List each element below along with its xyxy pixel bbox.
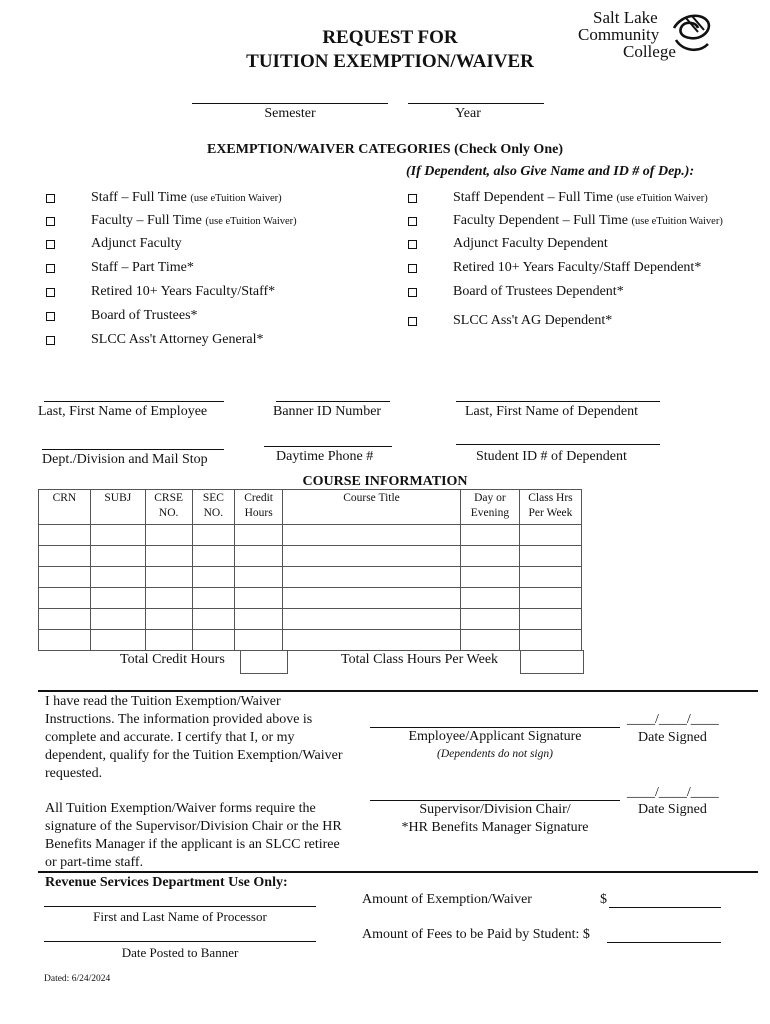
course-cell[interactable]	[460, 630, 519, 651]
total-credit-box[interactable]	[240, 650, 288, 674]
course-cell[interactable]	[192, 588, 235, 609]
employee-signature-line[interactable]	[370, 727, 620, 728]
category-text: Faculty Dependent – Full Time	[453, 213, 632, 228]
total-class-label: Total Class Hours Per Week	[341, 652, 499, 667]
categories-heading: EXEMPTION/WAIVER CATEGORIES (Check Only One)	[206, 142, 563, 157]
logo-text-line-2: Community	[578, 25, 660, 44]
category-text: Retired 10+ Years Faculty/Staff Dependent*	[453, 260, 702, 275]
amount-line[interactable]	[609, 907, 721, 908]
course-cell[interactable]	[235, 609, 283, 630]
column-header-line-1: CRN	[52, 492, 77, 504]
course-cell[interactable]	[460, 609, 519, 630]
section-divider-bottom	[38, 871, 758, 873]
total-credit-label: Total Credit Hours	[120, 652, 225, 667]
categories-subheading: (If Dependent, also Give Name and ID # of Dep.):	[406, 164, 695, 179]
category-checkbox-right-2[interactable]	[408, 240, 417, 249]
dependent-name-label: Last, First Name of Dependent	[465, 404, 639, 419]
course-row	[39, 567, 582, 588]
course-cell[interactable]	[39, 525, 91, 546]
column-header-line-1: Class Hrs	[528, 492, 573, 504]
category-text: Staff Dependent – Full Time	[453, 190, 617, 205]
course-cell[interactable]	[145, 567, 192, 588]
title-line-2: TUITION EXEMPTION/WAIVER	[246, 51, 534, 72]
course-column-header	[519, 490, 581, 525]
course-cell[interactable]	[145, 525, 192, 546]
course-cell[interactable]	[90, 630, 145, 651]
course-cell[interactable]	[90, 567, 145, 588]
category-label-left-1	[91, 213, 297, 229]
category-label-right-1	[453, 213, 723, 229]
course-row	[39, 546, 582, 567]
course-cell[interactable]	[39, 609, 91, 630]
posted-label: Date Posted to Banner	[121, 945, 239, 960]
processor-label: First and Last Name of Processor	[93, 909, 267, 924]
category-checkbox-left-4[interactable]	[46, 288, 55, 297]
course-cell[interactable]	[283, 630, 461, 651]
revenue-heading: Revenue Services Department Use Only:	[45, 875, 288, 890]
category-text: Retired 10+ Years Faculty/Staff*	[91, 284, 276, 299]
column-header-line-2: Per Week	[528, 507, 573, 519]
course-cell[interactable]	[283, 525, 461, 546]
column-header-line-2: NO.	[203, 507, 224, 519]
logo-text-line-1: Salt Lake	[593, 8, 658, 27]
slcc-emblem-icon	[668, 10, 714, 56]
banner-id-label: Banner ID Number	[273, 404, 382, 419]
course-row	[39, 609, 582, 630]
course-cell[interactable]	[90, 588, 145, 609]
employee-signature-label: Employee/Applicant Signature	[408, 729, 582, 744]
course-row	[39, 630, 582, 651]
column-header-line-1: SEC	[202, 492, 224, 504]
column-header-line-1: SUBJ	[104, 492, 132, 504]
course-cell[interactable]	[519, 609, 581, 630]
dated-footer: Dated: 6/24/2024	[44, 974, 111, 984]
course-header-row	[39, 490, 582, 525]
course-cell[interactable]	[145, 546, 192, 567]
category-text: Adjunct Faculty	[91, 236, 182, 251]
column-header-line-1: CRSE	[154, 492, 184, 504]
category-note: (use eTuition Waiver)	[616, 193, 708, 204]
category-label-right-3	[453, 260, 701, 276]
category-text: SLCC Ass't AG Dependent*	[453, 313, 613, 328]
course-cell[interactable]	[519, 525, 581, 546]
category-label-left-5	[91, 308, 198, 324]
amount-label: Amount of Exemption/Waiver	[362, 892, 532, 907]
phone-label: Daytime Phone #	[276, 449, 374, 464]
course-cell[interactable]	[90, 546, 145, 567]
dependent-id-line[interactable]	[456, 444, 660, 445]
course-cell[interactable]	[235, 588, 283, 609]
category-text: SLCC Ass't Attorney General*	[91, 332, 264, 347]
category-checkbox-left-0[interactable]	[46, 194, 55, 203]
total-class-box[interactable]	[520, 650, 584, 674]
course-row	[39, 525, 582, 546]
course-cell[interactable]	[460, 546, 519, 567]
category-text: Board of Trustees*	[91, 308, 198, 323]
category-checkbox-right-3[interactable]	[408, 264, 417, 273]
title-line-1: REQUEST FOR	[322, 27, 458, 48]
course-cell[interactable]	[235, 525, 283, 546]
category-label-left-3	[91, 260, 194, 276]
course-column-header	[460, 490, 519, 525]
column-header-line-2: Evening	[470, 507, 510, 519]
posted-line[interactable]	[44, 941, 316, 942]
course-column-header	[283, 490, 461, 525]
course-cell[interactable]	[283, 546, 461, 567]
course-column-header	[235, 490, 283, 525]
course-cell[interactable]	[90, 525, 145, 546]
course-cell[interactable]	[519, 546, 581, 567]
dependents-note: (Dependents do not sign)	[437, 748, 553, 760]
category-checkbox-right-1[interactable]	[408, 217, 417, 226]
category-text: Staff – Full Time	[91, 190, 191, 205]
supervisor-date-signed-label: Date Signed	[638, 802, 707, 817]
course-row	[39, 588, 582, 609]
employee-date-signed-label: Date Signed	[638, 730, 707, 745]
supervisor-note: All Tuition Exemption/Waiver forms require the signature of the Supervisor/Division Chair or the HR Benefits Manager if the applicant is an SLCC retiree or part-time staff.	[45, 801, 342, 870]
column-header-line-2: NO.	[158, 507, 179, 519]
course-cell[interactable]	[145, 630, 192, 651]
college-logo	[575, 8, 725, 68]
dept-mail-line[interactable]	[42, 449, 224, 450]
category-checkbox-left-6[interactable]	[46, 336, 55, 345]
column-header-line-2: Hours	[244, 507, 273, 519]
course-cell[interactable]	[235, 546, 283, 567]
dependent-id-label: Student ID # of Dependent	[476, 449, 627, 464]
fees-label: Amount of Fees to be Paid by Student: $	[362, 927, 590, 942]
course-cell[interactable]	[519, 630, 581, 651]
course-cell[interactable]	[39, 588, 91, 609]
course-cell[interactable]	[235, 567, 283, 588]
section-divider-top	[38, 690, 758, 692]
category-label-left-6	[91, 332, 263, 348]
dependent-name-line[interactable]	[456, 401, 660, 402]
category-note: (use eTuition Waiver)	[205, 216, 297, 227]
supervisor-signature-label-2: *HR Benefits Manager Signature	[401, 820, 589, 835]
dept-mail-label: Dept./Division and Mail Stop	[42, 452, 208, 467]
category-label-right-4	[453, 284, 624, 300]
category-text: Adjunct Faculty Dependent	[453, 236, 608, 251]
amount-dollar-sign: $	[600, 892, 607, 907]
category-checkbox-right-5[interactable]	[408, 317, 417, 326]
semester-label: Semester	[264, 106, 316, 121]
course-table-body	[39, 525, 582, 651]
employee-name-label: Last, First Name of Employee	[38, 404, 208, 419]
course-column-header	[39, 490, 91, 525]
course-table	[38, 489, 582, 651]
course-column-header	[90, 490, 145, 525]
category-label-right-5	[453, 313, 612, 329]
course-cell[interactable]	[39, 546, 91, 567]
category-label-left-4	[91, 284, 275, 300]
category-text: Staff – Part Time*	[91, 260, 194, 275]
course-column-header	[145, 490, 192, 525]
category-text: Board of Trustees Dependent*	[453, 284, 624, 299]
course-cell[interactable]	[460, 567, 519, 588]
course-cell[interactable]	[283, 588, 461, 609]
category-text: Faculty – Full Time	[91, 213, 206, 228]
course-cell[interactable]	[519, 588, 581, 609]
fees-line[interactable]	[607, 942, 721, 943]
employee-name-line[interactable]	[44, 401, 224, 402]
form-title	[180, 26, 600, 74]
course-cell[interactable]	[192, 525, 235, 546]
course-cell[interactable]	[235, 630, 283, 651]
category-checkbox-right-0[interactable]	[408, 194, 417, 203]
phone-line[interactable]	[264, 446, 392, 447]
course-cell[interactable]	[192, 546, 235, 567]
course-cell[interactable]	[460, 525, 519, 546]
course-cell[interactable]	[283, 567, 461, 588]
column-header-line-1: Course Title	[343, 492, 400, 504]
course-cell[interactable]	[90, 609, 145, 630]
course-cell[interactable]	[519, 567, 581, 588]
category-checkbox-left-5[interactable]	[46, 312, 55, 321]
category-note: (use eTuition Waiver)	[631, 216, 723, 227]
course-cell[interactable]	[192, 567, 235, 588]
course-cell[interactable]	[145, 609, 192, 630]
course-heading: COURSE INFORMATION	[302, 474, 468, 489]
category-label-left-2	[91, 236, 182, 252]
course-cell[interactable]	[39, 630, 91, 651]
processor-line[interactable]	[44, 906, 316, 907]
course-cell[interactable]	[192, 609, 235, 630]
category-checkbox-left-2[interactable]	[46, 240, 55, 249]
column-header-line-1: Credit	[244, 492, 273, 504]
year-line[interactable]	[408, 103, 544, 104]
course-cell[interactable]	[192, 630, 235, 651]
course-cell[interactable]	[39, 567, 91, 588]
year-label: Year	[455, 106, 481, 121]
supervisor-signature-label-1: Supervisor/Division Chair/	[419, 802, 571, 817]
banner-id-line[interactable]	[276, 401, 390, 402]
category-label-right-2	[453, 236, 608, 252]
category-checkbox-left-3[interactable]	[46, 264, 55, 273]
supervisor-date-blank[interactable]: ____/____/____	[627, 785, 719, 800]
course-cell[interactable]	[283, 609, 461, 630]
category-label-left-0	[91, 190, 282, 206]
supervisor-signature-line[interactable]	[370, 800, 620, 801]
category-checkbox-left-1[interactable]	[46, 217, 55, 226]
course-cell[interactable]	[460, 588, 519, 609]
course-column-header	[192, 490, 235, 525]
category-label-right-0	[453, 190, 708, 206]
category-checkbox-right-4[interactable]	[408, 288, 417, 297]
logo-text-line-3: College	[623, 42, 676, 61]
column-header-line-1: Day or	[474, 492, 506, 504]
certification-statement: I have read the Tuition Exemption/Waiver Instructions. The information provided above is complete and accurate. I certify that I, or my dependent, qualify for the Tuition Exemption/Waiver requested.	[45, 694, 343, 781]
semester-line[interactable]	[192, 103, 388, 104]
category-note: (use eTuition Waiver)	[190, 193, 282, 204]
employee-date-blank[interactable]: ____/____/____	[627, 712, 719, 727]
course-cell[interactable]	[145, 588, 192, 609]
